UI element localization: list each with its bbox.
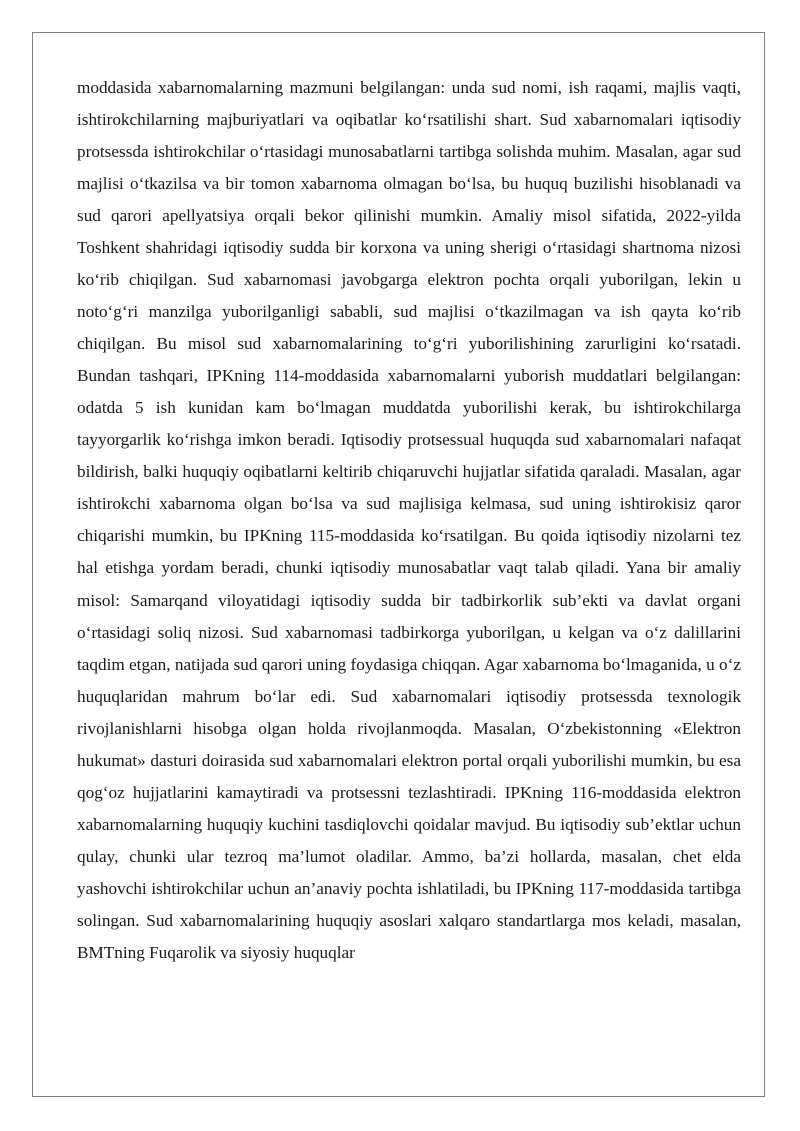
document-body-paragraph: moddasida xabarnomalarning mazmuni belgilangan: unda sud nomi, ish raqami, majlis vaqti, ishtirokchilarning majburiyatlari va oqibatlar ko‘rsatilishi shart. Sud xabarnomalari iqtisodiy protsessda ishtirokchilar o‘rtasidagi munosabatlarni tartibga solishda muhim. Masalan, agar sud majlisi o‘tkazilsa va bir tomon xabarnoma olmagan bo‘lsa, bu huquq buzilishi hisoblanadi va sud qarori apellyatsiya orqali bekor qilinishi mumkin. Amaliy misol sifatida, 2022-yilda Toshkent shahridagi iqtisodiy sudda bir korxona va uning sherigi o‘rtasidagi shartnoma nizosi ko‘rib chiqilgan. Sud xabarnomasi javobgarga elektron pochta orqali yuborilgan, lekin u noto‘g‘ri manzilga yuborilganligi sababli, sud majlisi o‘tkazilmagan va ish qayta ko‘rib chiqilgan. Bu misol sud xabarnomalarining to‘g‘ri yuborilishining zarurligini ko‘rsatadi. Bundan tashqari, IPKning 114-moddasida xabarnomalarni yuborish muddatlari belgilangan: odatda 5 ish kunidan kam bo‘lmagan muddatda yuborilishi kerak, bu ishtirokchilarga tayyorgarlik ko‘rishga imkon beradi. Iqtisodiy protsessual huquqda sud xabarnomalari nafaqat bildirish, balki huquqiy oqibatlarni keltirib chiqaruvchi hujjatlar sifatida qaraladi. Masalan, agar ishtirokchi xabarnoma olgan bo‘lsa va sud majlisiga kelmasa, sud uning ishtirokisiz qaror chiqarishi mumkin, bu IPKning 115-moddasida ko‘rsatilgan. Bu qoida iqtisodiy nizolarni tez hal etishga yordam beradi, chunki iqtisodiy munosabatlar vaqt talab qiladi. Yana bir amaliy misol: Samarqand viloyatidagi iqtisodiy sudda bir tadbirkorlik sub’ekti va davlat organi o‘rtasidagi soliq nizosi. Sud xabarnomasi tadbirkorga yuborilgan, u kelgan va o‘z dalillarini taqdim etgan, natijada sud qarori uning foydasiga chiqqan. Agar xabarnoma bo‘lmaganida, u o‘z huquqlaridan mahrum bo‘lar edi. Sud xabarnomalari iqtisodiy protsessda texnologik rivojlanishlarni hisobga olgan holda rivojlanmoqda. Masalan, O‘zbekistonning «Elektron hukumat» dasturi doirasida sud xabarnomalari elektron portal orqali yuborilishi mumkin, bu esa qog‘oz hujjatlarini kamaytiradi va protsessni tezlashtiradi. IPKning 116-moddasida elektron xabarnomalarning huquqiy kuchini tasdiqlovchi qoidalar mavjud. Bu iqtisodiy sub’ektlar uchun qulay, chunki ular tezroq ma’lumot oladilar. Ammo, ba’zi hollarda, masalan, chet elda yashovchi ishtirokchilar uchun an’anaviy pochta ishlatiladi, bu IPKning 117-moddasida tartibga solingan. Sud xabarnomalarining huquqiy asoslari xalqaro standartlarga mos keladi, masalan, BMTning Fuqarolik va siyosiy huquqlar: [77, 78, 741, 962]
